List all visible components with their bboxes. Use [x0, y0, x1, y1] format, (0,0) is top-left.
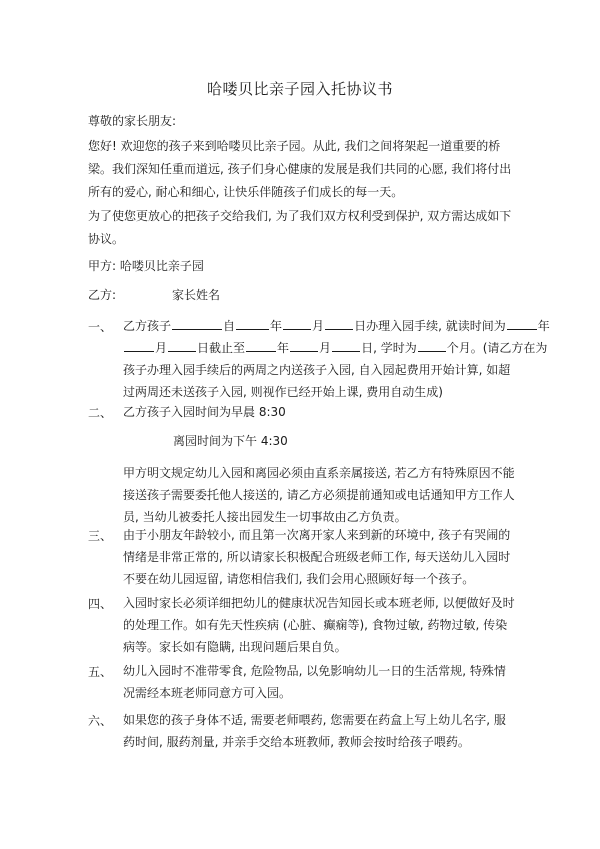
child-name-blank[interactable]	[172, 316, 222, 330]
term-month-blank[interactable]	[124, 338, 154, 352]
clause-3-number: 三、	[88, 529, 113, 543]
agreement-paragraph: 为了使您更放心的把孩子交给我们, 为了我们双方权利受到保护, 双方需达成如下协议。	[88, 209, 512, 246]
clause-6-text: 如果您的孩子身体不适, 需要老师喂药, 您需要在药盒上写上幼儿名字, 服药时间, 服药剂量, 并亲手交给本班教师, 教师会按时给孩子喂药。	[123, 713, 506, 749]
clause-1-line-1: 乙方孩子 自 年 月 日办理入园手续, 就读时间为 年	[123, 315, 515, 337]
months-blank[interactable]	[418, 338, 446, 352]
clause-2-arrival: 乙方孩子入园时间为早晨 8:30	[123, 405, 286, 419]
start-year-blank[interactable]	[236, 316, 269, 330]
clause-4-number: 四、	[88, 597, 113, 611]
document-title: 哈喽贝比亲子园入托协议书	[206, 80, 393, 98]
party-b-label: 乙方:	[88, 288, 117, 302]
end-day-blank[interactable]	[332, 338, 360, 352]
party-b-name: 家长姓名	[172, 288, 221, 302]
clause-1-rest: 孩子办理入园手续后的两周之内送孩子入园, 自入园起费用开始计算, 如超过两周还未送孩子入园, 则视作已经开始上课, 费用自动生成)	[123, 363, 511, 399]
end-month-blank[interactable]	[290, 338, 318, 352]
clause-2-number: 二、	[88, 406, 113, 420]
end-year-blank[interactable]	[246, 338, 276, 352]
clause-1	[123, 315, 550, 403]
party-b	[88, 284, 520, 307]
intro-paragraph: 您好! 欢迎您的孩子来到哈喽贝比亲子园。从此, 我们之间将架起一道重要的桥梁。我们深知任重而道远, 孩子们身心健康的发展是我们共同的心愿, 我们将付出所有的爱心, 耐心和细心, 让快乐伴随孩子们成长的每一天。	[88, 139, 512, 199]
party-a-name: 哈喽贝比亲子园	[119, 259, 204, 273]
term-year-blank[interactable]	[507, 316, 537, 330]
party-a-label: 甲方:	[88, 259, 117, 273]
greeting: 尊敬的家长朋友:	[88, 114, 177, 128]
clause-1-line-2: 月 日截止至 年 月 日, 学时为 个月。(请乙方在为	[123, 337, 515, 359]
start-day-blank[interactable]	[325, 316, 353, 330]
clause-4-text: 入园时家长必须详细把幼儿的健康状况告知园长或本班老师, 以便做好及时的处理工作。如有先天性疾病 (心脏、癫痫等), 食物过敏, 药物过敏, 传染病等。家长如有隐瞒, 出现问题后果自负。	[123, 596, 515, 654]
clause-2-departure: 离园时间为下午 4:30	[173, 434, 288, 448]
term-day-blank[interactable]	[168, 338, 196, 352]
party-a	[88, 255, 520, 278]
clause-5-number: 五、	[88, 665, 113, 679]
clause-3-text: 由于小朋友年龄较小, 而且第一次离开家人来到新的环境中, 孩子有哭闹的情绪是非常正常的, 所以请家长积极配合班级老师工作, 每天送幼儿入园时不要在幼儿园逗留, 请您相信我们, 我们会用心照顾好每一个孩子。	[123, 528, 511, 586]
clause-2-text: 甲方明文规定幼儿入园和离园必须由直系亲属接送, 若乙方有特殊原因不能接送孩子需要委托他人接送的, 请乙方必须提前通知或电话通知甲方工作人员, 当幼儿被委托人接出园发生一切事故由乙方负责。	[123, 466, 515, 524]
clause-6-number: 六、	[88, 714, 113, 728]
clause-5-text: 幼儿入园时不准带零食, 危险物品, 以免影响幼儿一日的生活常规, 特殊情况需经本班老师同意方可入园。	[123, 664, 506, 700]
clause-1-number: 一、	[88, 320, 113, 334]
start-month-blank[interactable]	[283, 316, 311, 330]
